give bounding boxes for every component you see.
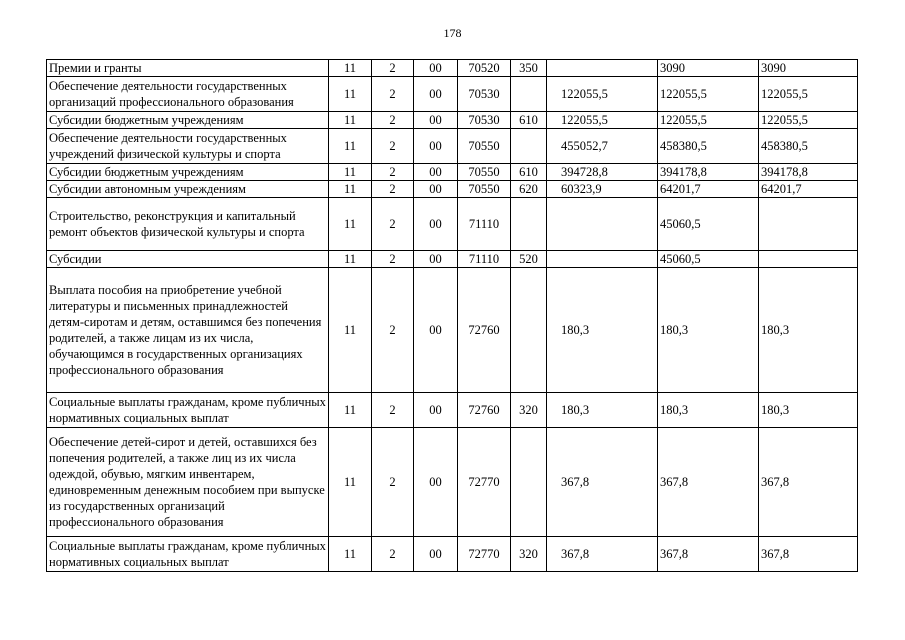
item-name: Субсидии автономным учреждениям (47, 181, 329, 198)
amount-1: 122055,5 (547, 112, 658, 129)
amount-3: 180,3 (759, 268, 858, 393)
amount-1: 455052,7 (547, 129, 658, 164)
amount-2: 122055,5 (658, 112, 759, 129)
code-expense-type: 610 (511, 164, 547, 181)
code-subprogram: 00 (414, 198, 458, 251)
code-section: 11 (329, 268, 372, 393)
code-section: 11 (329, 393, 372, 428)
code-direction: 70550 (458, 164, 511, 181)
code-subprogram: 00 (414, 112, 458, 129)
amount-3: 394178,8 (759, 164, 858, 181)
code-section: 11 (329, 537, 372, 572)
item-name: Премии и гранты (47, 60, 329, 77)
code-program: 2 (372, 181, 414, 198)
code-program: 2 (372, 251, 414, 268)
code-expense-type: 520 (511, 251, 547, 268)
amount-3: 180,3 (759, 393, 858, 428)
amount-1 (547, 198, 658, 251)
code-expense-type: 620 (511, 181, 547, 198)
amount-2: 122055,5 (658, 77, 759, 112)
amount-1: 180,3 (547, 393, 658, 428)
code-direction: 71110 (458, 251, 511, 268)
code-program: 2 (372, 268, 414, 393)
code-section: 11 (329, 251, 372, 268)
code-subprogram: 00 (414, 77, 458, 112)
budget-table (46, 59, 858, 572)
amount-2: 458380,5 (658, 129, 759, 164)
code-program: 2 (372, 393, 414, 428)
amount-2: 64201,7 (658, 181, 759, 198)
amount-1: 60323,9 (547, 181, 658, 198)
table-row (47, 198, 858, 251)
code-direction: 72770 (458, 428, 511, 537)
code-program: 2 (372, 198, 414, 251)
table-row (47, 164, 858, 181)
table-row (47, 60, 858, 77)
amount-3: 3090 (759, 60, 858, 77)
amount-3: 64201,7 (759, 181, 858, 198)
item-name: Субсидии (47, 251, 329, 268)
amount-1 (547, 60, 658, 77)
code-subprogram: 00 (414, 60, 458, 77)
table-row (47, 393, 858, 428)
code-section: 11 (329, 181, 372, 198)
item-name: Обеспечение деятельности государственных организаций профессионального образования (47, 77, 329, 112)
amount-3: 122055,5 (759, 112, 858, 129)
code-direction: 72770 (458, 537, 511, 572)
code-section: 11 (329, 164, 372, 181)
code-direction: 70520 (458, 60, 511, 77)
amount-1 (547, 251, 658, 268)
item-name: Социальные выплаты гражданам, кроме публичных нормативных социальных выплат (47, 537, 329, 572)
code-subprogram: 00 (414, 537, 458, 572)
code-direction: 70550 (458, 181, 511, 198)
code-program: 2 (372, 129, 414, 164)
table-row (47, 251, 858, 268)
code-program: 2 (372, 164, 414, 181)
code-direction: 70530 (458, 77, 511, 112)
code-subprogram: 00 (414, 268, 458, 393)
amount-1: 180,3 (547, 268, 658, 393)
code-section: 11 (329, 198, 372, 251)
item-name: Обеспечение деятельности государственных учреждений физической культуры и спорта (47, 129, 329, 164)
table-row (47, 129, 858, 164)
code-program: 2 (372, 77, 414, 112)
code-subprogram: 00 (414, 164, 458, 181)
amount-3: 122055,5 (759, 77, 858, 112)
amount-2: 394178,8 (658, 164, 759, 181)
code-expense-type (511, 77, 547, 112)
table-row (47, 537, 858, 572)
item-name: Строительство, реконструкция и капитальный ремонт объектов физической культуры и спорта (47, 198, 329, 251)
code-program: 2 (372, 428, 414, 537)
code-expense-type: 320 (511, 537, 547, 572)
code-program: 2 (372, 112, 414, 129)
code-expense-type: 350 (511, 60, 547, 77)
code-subprogram: 00 (414, 428, 458, 537)
amount-1: 367,8 (547, 537, 658, 572)
item-name: Субсидии бюджетным учреждениям (47, 164, 329, 181)
code-section: 11 (329, 77, 372, 112)
amount-3: 458380,5 (759, 129, 858, 164)
amount-3: 367,8 (759, 428, 858, 537)
amount-2: 180,3 (658, 393, 759, 428)
amount-3 (759, 251, 858, 268)
page-number: 178 (443, 26, 462, 40)
amount-2: 367,8 (658, 428, 759, 537)
code-section: 11 (329, 428, 372, 537)
code-direction: 70550 (458, 129, 511, 164)
table-row (47, 77, 858, 112)
code-direction: 70530 (458, 112, 511, 129)
table-row (47, 268, 858, 393)
code-program: 2 (372, 60, 414, 77)
code-subprogram: 00 (414, 181, 458, 198)
amount-2: 45060,5 (658, 251, 759, 268)
table-row (47, 112, 858, 129)
table-row (47, 428, 858, 537)
code-section: 11 (329, 60, 372, 77)
code-subprogram: 00 (414, 129, 458, 164)
code-section: 11 (329, 129, 372, 164)
code-expense-type (511, 198, 547, 251)
amount-1: 367,8 (547, 428, 658, 537)
amount-2: 180,3 (658, 268, 759, 393)
code-program: 2 (372, 537, 414, 572)
amount-2: 3090 (658, 60, 759, 77)
code-expense-type: 610 (511, 112, 547, 129)
code-direction: 72760 (458, 393, 511, 428)
amount-1: 122055,5 (547, 77, 658, 112)
code-expense-type (511, 129, 547, 164)
table-row (47, 181, 858, 198)
item-name: Субсидии бюджетным учреждениям (47, 112, 329, 129)
amount-3 (759, 198, 858, 251)
amount-1: 394728,8 (547, 164, 658, 181)
code-subprogram: 00 (414, 393, 458, 428)
code-section: 11 (329, 112, 372, 129)
amount-3: 367,8 (759, 537, 858, 572)
item-name: Обеспечение детей-сирот и детей, оставшихся без попечения родителей, а также лиц из их числа одеждой, обувью, мягким инвентарем, единовременным денежным пособием при выпуске из государственных организаций профессионального образования (47, 428, 329, 537)
code-expense-type: 320 (511, 393, 547, 428)
item-name: Социальные выплаты гражданам, кроме публичных нормативных социальных выплат (47, 393, 329, 428)
code-subprogram: 00 (414, 251, 458, 268)
amount-2: 367,8 (658, 537, 759, 572)
code-expense-type (511, 268, 547, 393)
code-expense-type (511, 428, 547, 537)
code-direction: 71110 (458, 198, 511, 251)
code-direction: 72760 (458, 268, 511, 393)
amount-2: 45060,5 (658, 198, 759, 251)
item-name: Выплата пособия на приобретение учебной литературы и письменных принадлежностей детям-сиротам и детям, оставшимся без попечения родителей, а также лицам из их числа, обучающимся в государственных организациях профессионального образования (47, 268, 329, 393)
